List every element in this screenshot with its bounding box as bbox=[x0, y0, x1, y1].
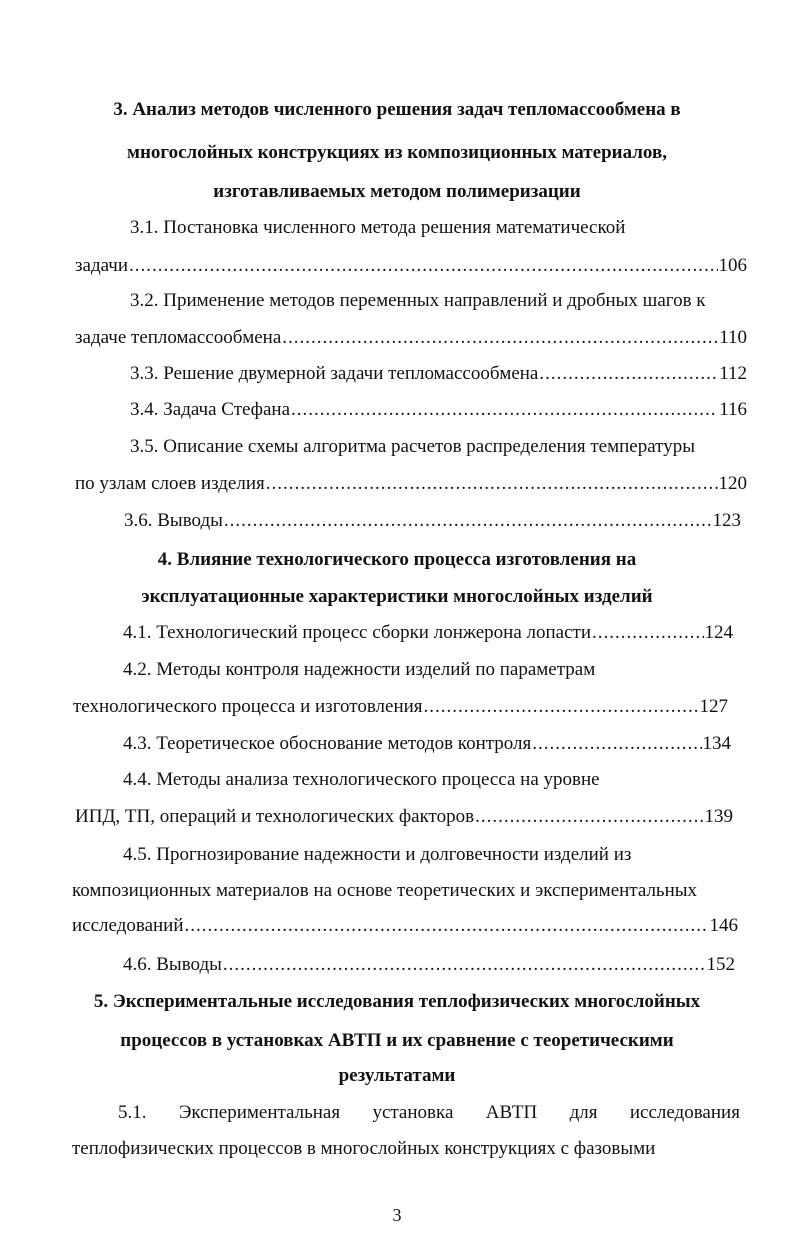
toc-page-number: 146 bbox=[709, 915, 738, 936]
word: Экспериментальная bbox=[178, 1102, 341, 1123]
toc-3-5-line-1: 3.5. Описание схемы алгоритма расчетов распределения температуры bbox=[130, 436, 695, 457]
word: АВТП bbox=[485, 1102, 538, 1123]
section-4-heading-line-2: эксплуатационные характеристики многослойных изделий bbox=[141, 586, 653, 607]
word: для bbox=[569, 1102, 598, 1123]
toc-entry-text: ИПД, ТП, операций и технологических факторов bbox=[75, 806, 475, 827]
section-5-heading-line-3: результатами bbox=[338, 1065, 456, 1086]
toc-4-4-line-1: 4.4. Методы анализа технологического процесса на уровне bbox=[123, 769, 600, 790]
section-5-heading-line-1: 5. Экспериментальные исследования теплофизических многослойных bbox=[93, 991, 701, 1012]
section-3-heading-line-3: изготавливаемых методом полимеризации bbox=[213, 181, 581, 202]
section-3-heading-line-2: многослойных конструкциях из композиционных материалов, bbox=[127, 142, 667, 163]
dot-leader bbox=[129, 254, 717, 278]
toc-entry-4-5 bbox=[72, 914, 738, 938]
toc-entry-4-2 bbox=[73, 695, 728, 719]
dot-leader bbox=[291, 398, 718, 422]
dot-leader bbox=[539, 362, 718, 386]
toc-4-2-line-1: 4.2. Методы контроля надежности изделий по параметрам bbox=[123, 659, 596, 680]
toc-entry-3-4 bbox=[130, 398, 747, 422]
toc-entry-4-4 bbox=[75, 805, 733, 829]
dot-leader bbox=[424, 695, 699, 719]
toc-entry-3-3 bbox=[130, 362, 747, 386]
word: установка bbox=[372, 1102, 454, 1123]
toc-entry-text: 3.4. Задача Стефана bbox=[130, 399, 291, 420]
toc-5-1-line-2: теплофизических процессов в многослойных конструкциях с фазовыми bbox=[72, 1138, 656, 1159]
toc-page-number: 124 bbox=[704, 622, 733, 643]
dot-leader bbox=[185, 914, 709, 938]
toc-3-1-line-1: 3.1. Постановка численного метода решения математической bbox=[130, 217, 626, 238]
toc-entry-text: задачи bbox=[75, 255, 129, 276]
toc-page-number: 120 bbox=[718, 473, 747, 494]
toc-page-number: 127 bbox=[699, 696, 728, 717]
toc-entry-4-1 bbox=[123, 621, 733, 645]
toc-4-5-line-2: композиционных материалов на основе теоретических и экспериментальных bbox=[72, 880, 698, 901]
section-3-heading-line-1: 3. Анализ методов численного решения задач тепломассообмена в bbox=[113, 99, 681, 120]
toc-5-1-line-1 bbox=[118, 1101, 740, 1125]
toc-entry-3-5 bbox=[75, 472, 747, 496]
toc-page-number: 152 bbox=[706, 954, 735, 975]
toc-page-number: 123 bbox=[712, 510, 741, 531]
toc-3-2-line-1: 3.2. Применение методов переменных направлений и дробных шагов к bbox=[130, 290, 706, 311]
toc-4-5-line-1: 4.5. Прогнозирование надежности и долговечности изделий из bbox=[123, 844, 632, 865]
toc-entry-text: по узлам слоев изделия bbox=[75, 473, 265, 494]
toc-entry-text: 3.6. Выводы bbox=[124, 510, 223, 531]
dot-leader bbox=[282, 326, 718, 350]
toc-page-number: 106 bbox=[718, 255, 747, 276]
dot-leader bbox=[592, 621, 703, 645]
dot-leader bbox=[475, 805, 703, 829]
toc-entry-text: 4.6. Выводы bbox=[123, 954, 222, 975]
word: исследования bbox=[629, 1102, 740, 1123]
toc-entry-text: 4.3. Теоретическое обоснование методов контроля bbox=[123, 733, 532, 754]
word: 5.1. bbox=[118, 1102, 147, 1123]
dot-leader bbox=[266, 472, 718, 496]
toc-entry-3-2 bbox=[75, 326, 747, 350]
toc-entry-3-6 bbox=[124, 509, 741, 533]
toc-entry-text: технологического процесса и изготовления bbox=[73, 696, 423, 717]
toc-page-number: 116 bbox=[719, 399, 747, 420]
dot-leader bbox=[224, 509, 712, 533]
page-number: 3 bbox=[392, 1205, 402, 1225]
toc-entry-text: исследований bbox=[72, 915, 184, 936]
section-5-heading-line-2: процессов в установках АВТП и их сравнение с теоретическими bbox=[120, 1030, 674, 1051]
toc-entry-4-3 bbox=[123, 732, 731, 756]
toc-entry-4-6 bbox=[123, 953, 735, 977]
toc-entry-text: 4.1. Технологический процесс сборки лонжерона лопасти bbox=[123, 622, 592, 643]
toc-page-number: 134 bbox=[702, 733, 731, 754]
toc-entry-text: 3.3. Решение двумерной задачи тепломассообмена bbox=[130, 363, 539, 384]
toc-page-number: 112 bbox=[719, 363, 747, 384]
toc-entry-3-1 bbox=[75, 254, 747, 278]
dot-leader bbox=[223, 953, 706, 977]
section-4-heading-line-1: 4. Влияние технологического процесса изготовления на bbox=[157, 549, 637, 570]
toc-entry-text: задаче тепломассообмена bbox=[75, 327, 282, 348]
toc-page-number: 139 bbox=[704, 806, 733, 827]
toc-page-number: 110 bbox=[719, 327, 747, 348]
dot-leader bbox=[532, 732, 701, 756]
